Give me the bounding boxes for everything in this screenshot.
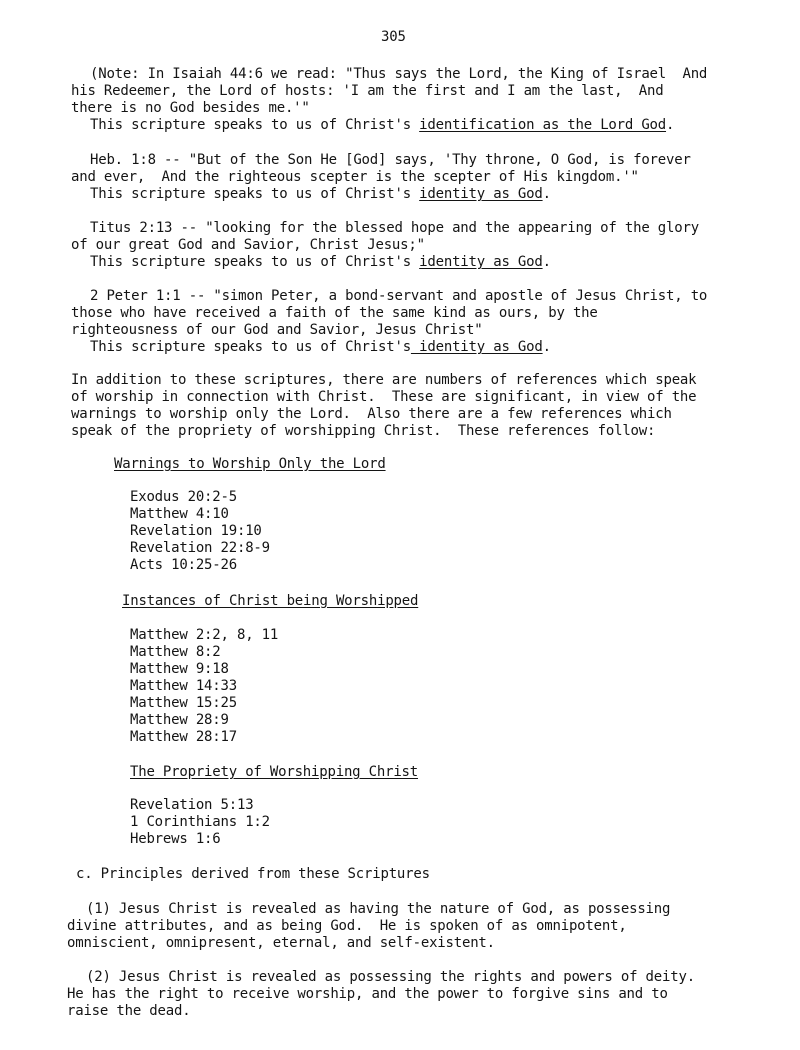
warnings-ref: Acts 10:25-26: [130, 557, 237, 573]
propriety-ref: Hebrews 1:6: [130, 831, 221, 847]
propriety-ref: Revelation 5:13: [130, 797, 254, 813]
summary-emphasis: identity as God: [410, 339, 543, 355]
warnings-ref: Exodus 20:2-5: [130, 489, 237, 505]
summary-lead: This scripture speaks to us of Christ's: [90, 254, 420, 270]
warnings-ref: Matthew 4:10: [130, 506, 229, 522]
warnings-ref: Revelation 19:10: [130, 523, 262, 539]
titus-scripture-summary: [90, 254, 551, 271]
isaiah-scripture-summary: [90, 117, 674, 134]
isaiah-note-line-2: his Redeemer, the Lord of hosts: 'I am the first and I am the last, And: [71, 83, 664, 99]
addition-line-4: speak of the propriety of worshipping Christ. These references follow:: [71, 423, 656, 439]
summary-lead: This scripture speaks to us of Christ's: [90, 339, 411, 355]
summary-end: .: [666, 117, 675, 133]
principle-2-line-2: He has the right to receive worship, and the power to forgive sins and to: [67, 986, 668, 1002]
peter-scripture-summary: [90, 339, 551, 356]
warnings-heading: Warnings to Worship Only the Lord: [114, 456, 386, 472]
isaiah-note-line-1: (Note: In Isaiah 44:6 we read: "Thus says the Lord, the King of Israel And: [90, 66, 708, 82]
hebrews-line-1: Heb. 1:8 -- "But of the Son He [God] says, 'Thy throne, O God, is forever: [90, 152, 691, 168]
isaiah-note-line-3: there is no God besides me.'": [71, 100, 310, 116]
propriety-ref: 1 Corinthians 1:2: [130, 814, 270, 830]
summary-end: .: [542, 339, 551, 355]
peter-line-3: righteousness of our God and Savior, Jesus Christ": [71, 322, 483, 338]
instances-ref: Matthew 14:33: [130, 678, 237, 694]
titus-line-2: of our great God and Savior, Christ Jesus;": [71, 237, 425, 253]
instances-ref: Matthew 28:17: [130, 729, 237, 745]
propriety-heading: The Propriety of Worshipping Christ: [130, 764, 419, 780]
addition-line-2: of worship in connection with Christ. These are significant, in view of the: [71, 389, 697, 405]
principles-heading: c. Principles derived from these Scriptures: [76, 866, 430, 882]
principle-2-line-1: (2) Jesus Christ is revealed as possessing the rights and powers of deity.: [86, 969, 695, 985]
summary-end: .: [542, 254, 551, 270]
summary-emphasis: identity as God: [419, 186, 543, 202]
instances-ref: Matthew 2:2, 8, 11: [130, 627, 279, 643]
instances-ref: Matthew 8:2: [130, 644, 221, 660]
peter-line-1: 2 Peter 1:1 -- "simon Peter, a bond-servant and apostle of Jesus Christ, to: [90, 288, 708, 304]
peter-line-2: those who have received a faith of the same kind as ours, by the: [71, 305, 598, 321]
principle-2-line-3: raise the dead.: [67, 1003, 191, 1019]
addition-line-3: warnings to worship only the Lord. Also there are a few references which: [71, 406, 672, 422]
principle-1-line-1: (1) Jesus Christ is revealed as having the nature of God, as possessing: [86, 901, 671, 917]
hebrews-scripture-summary: [90, 186, 551, 203]
summary-emphasis: identity as God: [419, 254, 543, 270]
instances-ref: Matthew 15:25: [130, 695, 237, 711]
instances-ref: Matthew 9:18: [130, 661, 229, 677]
summary-lead: This scripture speaks to us of Christ's: [90, 117, 420, 133]
instances-ref: Matthew 28:9: [130, 712, 229, 728]
warnings-ref: Revelation 22:8-9: [130, 540, 270, 556]
summary-emphasis: identification as the Lord God: [419, 117, 667, 133]
principle-1-line-3: omniscient, omnipresent, eternal, and self-existent.: [67, 935, 495, 951]
titus-line-1: Titus 2:13 -- "looking for the blessed hope and the appearing of the glory: [90, 220, 699, 236]
summary-lead: This scripture speaks to us of Christ's: [90, 186, 420, 202]
principle-1-line-2: divine attributes, and as being God. He is spoken of as omnipotent,: [67, 918, 627, 934]
page-number: 305: [381, 29, 406, 45]
addition-line-1: In addition to these scriptures, there are numbers of references which speak: [71, 372, 697, 388]
hebrews-line-2: and ever, And the righteous scepter is the scepter of His kingdom.'": [71, 169, 639, 185]
summary-end: .: [542, 186, 551, 202]
instances-heading: Instances of Christ being Worshipped: [122, 593, 419, 609]
